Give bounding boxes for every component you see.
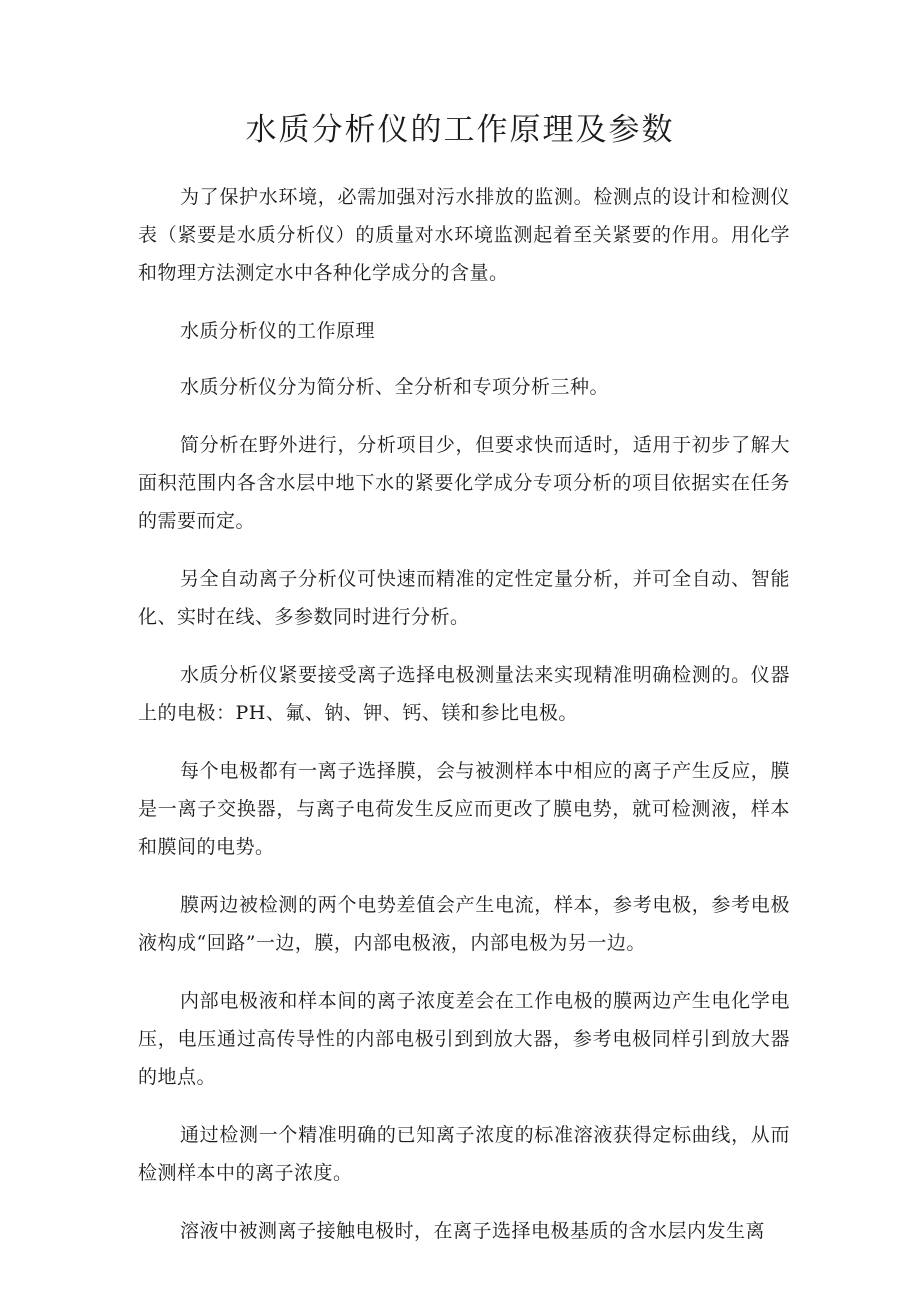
paragraph-calibration: 通过检测一个精准明确的已知离子浓度的标准溶液获得定标曲线，从而检测样本中的离子浓度。 <box>138 1124 790 1184</box>
paragraph-intro: 为了保护水环境，必需加强对污水排放的监测。检测点的设计和检测仪表（紧要是水质分析仪）的质量对水环境监测起着至关紧要的作用。用化学和物理方法测定水中各种化学成分的含量。 <box>138 186 790 284</box>
paragraph-electrodes: 水质分析仪紧要接受离子选择电极测量法来实现精准明确检测的。仪器上的电极：PH、氟、钠、钾、钙、镁和参比电极。 <box>138 664 790 724</box>
paragraph-circuit: 膜两边被检测的两个电势差值会产生电流，样本，参考电极，参考电极液构成“回路”一边，膜，内部电极液，内部电极为另一边。 <box>138 894 790 954</box>
paragraph-voltage: 内部电极液和样本间的离子浓度差会在工作电极的膜两边产生电化学电压，电压通过高传导性的内部电极引到到放大器，参考电极同样引到放大器的地点。 <box>138 990 790 1088</box>
paragraph-contact: 溶液中被测离子接触电极时，在离子选择电极基质的含水层内发生离 <box>180 1220 766 1242</box>
paragraph-auto-analyzer: 另全自动离子分析仪可快速而精准的定性定量分析，并可全自动、智能化、实时在线、多参数同时进行分析。 <box>138 568 790 628</box>
paragraph-simple-analysis: 简分析在野外进行，分析项目少，但要求快而适时，适用于初步了解大面积范围内各含水层中地下水的紧要化学成分专项分析的项目依据实在任务的需要而定。 <box>138 434 790 532</box>
document-title: 水质分析仪的工作原理及参数 <box>245 112 675 148</box>
paragraph-types: 水质分析仪分为简分析、全分析和专项分析三种。 <box>180 376 610 398</box>
section-heading: 水质分析仪的工作原理 <box>180 320 376 342</box>
document-body <box>138 178 790 1270</box>
paragraph-membrane: 每个电极都有一离子选择膜，会与被测样本中相应的离子产生反应，膜是一离子交换器，与离子电荷发生反应而更改了膜电势，就可检测液，样本和膜间的电势。 <box>138 760 790 858</box>
